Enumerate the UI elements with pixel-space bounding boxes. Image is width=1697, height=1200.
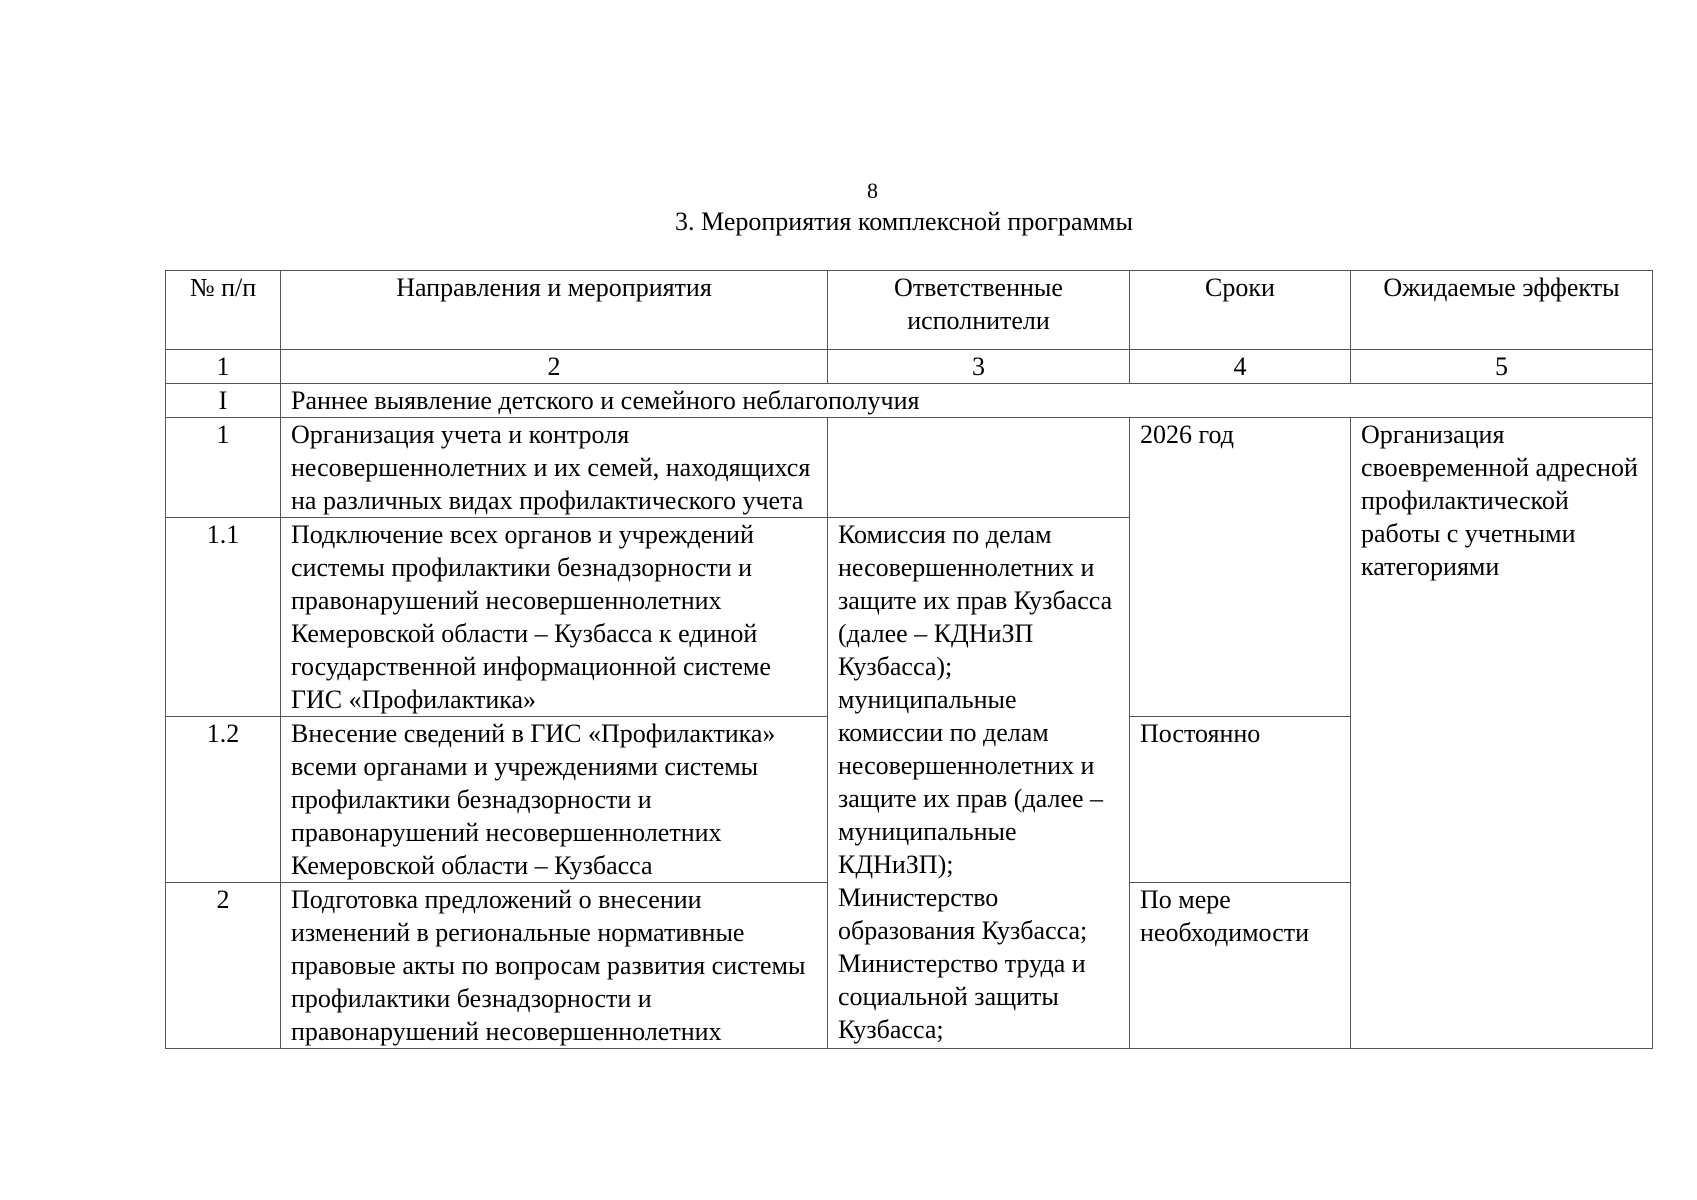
column-number: 2 <box>281 350 828 384</box>
section-number: I <box>166 384 281 418</box>
row-number: 2 <box>166 883 281 1049</box>
effects-cell: Организация своевременной адресной профилактической работы с учетными категориями <box>1351 418 1653 1049</box>
program-activities-table <box>165 270 1653 1049</box>
column-number: 3 <box>828 350 1130 384</box>
row-number: 1.1 <box>166 518 281 717</box>
deadline-cell: Постоянно <box>1130 717 1351 883</box>
deadline-cell: 2026 год <box>1130 418 1351 717</box>
header-activities: Направления и мероприятия <box>281 271 828 350</box>
document-title: 3. Мероприятия комплексной программы <box>675 207 1133 236</box>
header-deadlines: Сроки <box>1130 271 1351 350</box>
executors-cell: Комиссия по делам несовершеннолетних и защите их прав Кузбасса (далее – КДНиЗП Кузбасса); муниципальные комиссии по делам несовершеннолетних и защите их прав (далее – муниципальные КДНиЗП); Министерство образования Кузбасса; Министерство труда и социальной защиты Кузбасса; <box>828 518 1130 1049</box>
row-activity: Подготовка предложений о внесении изменений в региональные нормативные правовые акты по вопросам развития системы профилактики безнадзорности и правонарушений несовершеннолетних <box>281 883 828 1049</box>
header-executors: Ответственные исполнители <box>828 271 1130 350</box>
column-numbers-row <box>166 350 1653 384</box>
row-activity: Внесение сведений в ГИС «Профилактика» всеми органами и учреждениями системы профилактики безнадзорности и правонарушений несовершеннолетних Кемеровской области – Кузбасса <box>281 717 828 883</box>
table-header-row <box>166 271 1653 350</box>
page-number: 8 <box>867 178 878 203</box>
section-title: Раннее выявление детского и семейного неблагополучия <box>281 384 1653 418</box>
row-number: 1 <box>166 418 281 518</box>
row-activity: Подключение всех органов и учреждений системы профилактики безнадзорности и правонарушений несовершеннолетних Кемеровской области – Кузбасса к единой государственной информационной системе ГИС «Профилактика» <box>281 518 828 717</box>
deadline-cell: По мере необходимости <box>1130 883 1351 1049</box>
header-number: № п/п <box>166 271 281 350</box>
header-effects: Ожидаемые эффекты <box>1351 271 1653 350</box>
table-row <box>166 418 1653 518</box>
column-number: 4 <box>1130 350 1351 384</box>
column-number: 5 <box>1351 350 1653 384</box>
row-number: 1.2 <box>166 717 281 883</box>
row-activity: Организация учета и контроля несовершеннолетних и их семей, находящихся на различных видах профилактического учета <box>281 418 828 518</box>
row-executors-empty <box>828 418 1130 518</box>
column-number: 1 <box>166 350 281 384</box>
section-row <box>166 384 1653 418</box>
